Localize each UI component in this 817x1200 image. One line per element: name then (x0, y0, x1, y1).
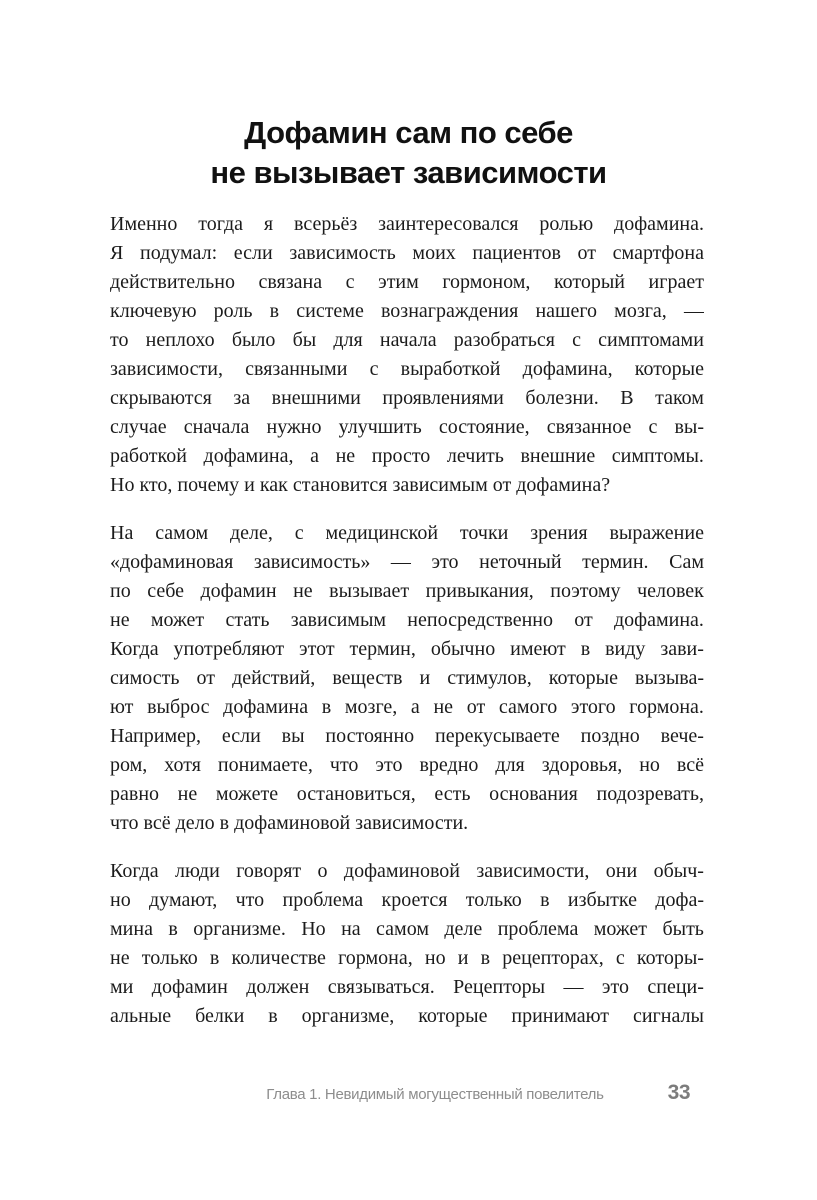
text-line: но думают, что проблема кроется только в избытке дофа- (110, 889, 704, 911)
text-line: ют выброс дофамина в мозге, а не от самого этого гормона. (110, 696, 704, 718)
text-line: что всё дело в дофаминовой зависимости. (110, 812, 469, 834)
chapter-heading (0, 113, 817, 193)
text-line: случае сначала нужно улучшить состояние, связанное с вы- (110, 416, 704, 438)
text-line: Например, если вы постоянно перекусываете поздно вече- (110, 725, 704, 747)
paragraph (110, 519, 704, 838)
text-line: ром, хотя понимаете, что это вредно для здоровья, но всё (110, 754, 704, 776)
text-line: зависимости, связанными с выработкой дофамина, которые (110, 358, 704, 380)
text-line: альные белки в организме, которые принимают сигналы (110, 1005, 704, 1027)
text-line: скрываются за внешними проявлениями болезни. В таком (110, 387, 704, 409)
text-line: «дофаминовая зависимость» — это неточный термин. Сам (110, 551, 704, 573)
text-line: то неплохо было бы для начала разобраться с симптомами (110, 329, 704, 351)
text-line: Я подумал: если зависимость моих пациентов от смартфона (110, 242, 704, 264)
page-footer (110, 1081, 690, 1105)
chapter-heading-line-1: Дофамин сам по себе (244, 115, 573, 150)
text-line: Но кто, почему и как становится зависимым от дофамина? (110, 474, 611, 496)
chapter-heading-line-2: не вызывает зависимости (210, 155, 607, 190)
text-line: симость от действий, веществ и стимулов, которые вызыва- (110, 667, 704, 689)
paragraph (110, 210, 704, 500)
text-line: не может стать зависимым непосредственно от дофамина. (110, 609, 704, 631)
footer-page-number: 33 (667, 1081, 690, 1104)
text-line: Когда употребляют этот термин, обычно имеют в виду зави- (110, 638, 704, 660)
text-line: ми дофамин должен связываться. Рецепторы — это специ- (110, 976, 704, 998)
text-line: действительно связана с этим гормоном, который играет (110, 271, 704, 293)
text-line: мина в организме. Но на самом деле проблема может быть (110, 918, 704, 940)
text-line: Когда люди говорят о дофаминовой зависимости, они обыч- (110, 860, 704, 882)
paragraph (110, 857, 704, 1031)
text-line: На самом деле, с медицинской точки зрения выражение (110, 522, 704, 544)
footer-chapter-label: Глава 1. Невидимый могущественный повелитель (266, 1086, 604, 1103)
text-line: не только в количестве гормона, но и в рецепторах, с которы- (110, 947, 704, 969)
text-line: работкой дофамина, а не просто лечить внешние симптомы. (110, 445, 704, 467)
text-line: ключевую роль в системе вознаграждения нашего мозга, — (110, 300, 704, 322)
body-text (110, 210, 704, 1031)
text-line: Именно тогда я всерьёз заинтересовался ролью дофамина. (110, 213, 704, 235)
text-line: равно не можете остановиться, есть основания подозревать, (110, 783, 704, 805)
text-line: по себе дофамин не вызывает привыкания, поэтому человек (110, 580, 704, 602)
